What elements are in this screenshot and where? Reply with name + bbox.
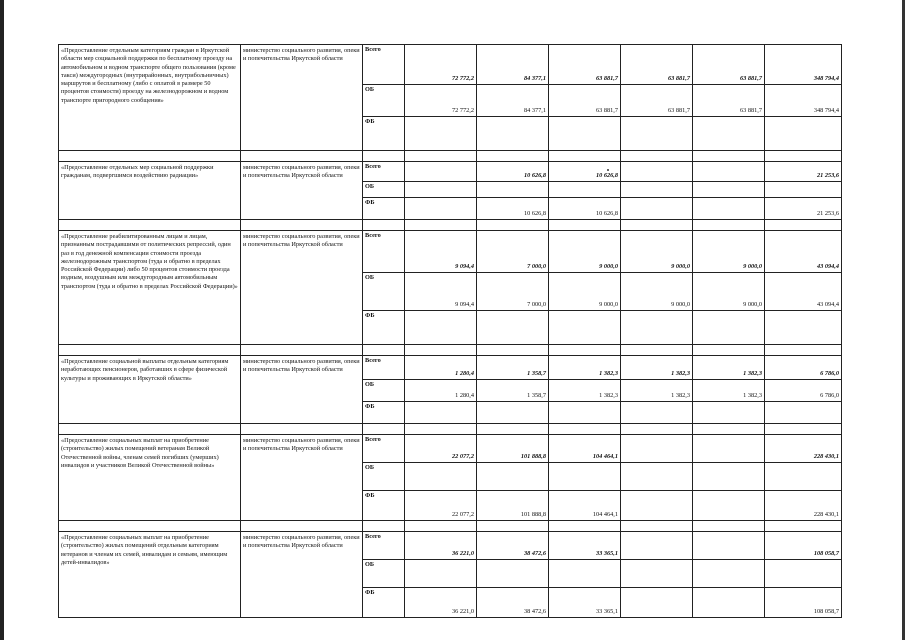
separator-cell xyxy=(59,521,241,532)
amount-cell: 1 382,3 xyxy=(693,380,765,402)
total-amount-cell: 72 772,2 xyxy=(405,45,477,85)
separator-cell xyxy=(765,345,842,356)
separator-cell xyxy=(405,424,477,435)
responsible-executor-cell: министерство социального развития, опеки и попечительства Иркутской области xyxy=(241,356,363,424)
separator-cell xyxy=(405,220,477,231)
amount-cell xyxy=(621,588,693,618)
amount-cell xyxy=(621,198,693,220)
separator-cell xyxy=(405,345,477,356)
separator-cell xyxy=(405,521,477,532)
separator-cell xyxy=(765,220,842,231)
total-amount-cell: 36 221,0 xyxy=(405,532,477,560)
total-amount-cell: 228 430,1 xyxy=(765,435,842,463)
total-amount-cell: 38 472,6 xyxy=(477,532,549,560)
amount-cell: 348 794,4 xyxy=(765,85,842,117)
separator-cell xyxy=(765,424,842,435)
amount-cell xyxy=(477,117,549,151)
amount-cell: 228 430,1 xyxy=(765,491,842,521)
row-separator xyxy=(59,151,842,162)
separator-cell xyxy=(59,151,241,162)
amount-cell xyxy=(621,402,693,424)
table-row xyxy=(59,356,842,380)
funding-source-label: Всего xyxy=(363,231,405,273)
total-amount-cell xyxy=(621,162,693,182)
separator-cell xyxy=(621,220,693,231)
amount-cell: 10 626,8 xyxy=(549,198,621,220)
amount-cell xyxy=(405,311,477,345)
amount-cell xyxy=(621,117,693,151)
separator-cell xyxy=(241,151,363,162)
amount-cell: 63 881,7 xyxy=(621,85,693,117)
row-separator xyxy=(59,220,842,231)
total-amount-cell xyxy=(621,532,693,560)
amount-cell xyxy=(693,491,765,521)
total-amount-cell: 43 094,4 xyxy=(765,231,842,273)
separator-cell xyxy=(549,345,621,356)
amount-cell xyxy=(621,311,693,345)
separator-cell xyxy=(363,521,405,532)
amount-cell xyxy=(405,182,477,198)
total-amount-cell: 6 786,0 xyxy=(765,356,842,380)
total-amount-cell: 22 077,2 xyxy=(405,435,477,463)
separator-cell xyxy=(477,220,549,231)
row-separator xyxy=(59,345,842,356)
total-amount-cell xyxy=(693,162,765,182)
amount-cell: 1 358,7 xyxy=(477,380,549,402)
amount-cell xyxy=(693,182,765,198)
funding-source-label: Всего xyxy=(363,356,405,380)
funding-source-label: ОБ xyxy=(363,380,405,402)
separator-cell xyxy=(363,424,405,435)
amount-cell: 9 000,0 xyxy=(621,273,693,311)
amount-cell xyxy=(693,402,765,424)
amount-cell xyxy=(405,198,477,220)
row-separator xyxy=(59,424,842,435)
amount-cell xyxy=(765,463,842,491)
table-row xyxy=(59,435,842,463)
measure-name-cell: «Предоставление отдельным категориям граждан в Иркутской области мер социальной поддержки по бесплатному проезду на автомобильном и водном транспорте общего пользования (кроме такси) междугородных (внутрирайонных, внутрибольничных) маршрутов и бесплатному (либо с оплатой в размере 50 процентов стоимости) проезду на железнодорожном и водном транспорте пригородного сообщения» xyxy=(59,45,241,151)
amount-cell xyxy=(477,463,549,491)
separator-cell xyxy=(621,521,693,532)
total-amount-cell: 1 358,7 xyxy=(477,356,549,380)
separator-cell xyxy=(621,151,693,162)
separator-cell xyxy=(765,521,842,532)
funding-source-label: ФБ xyxy=(363,402,405,424)
separator-cell xyxy=(765,151,842,162)
amount-cell: 63 881,7 xyxy=(549,85,621,117)
row-separator xyxy=(59,521,842,532)
total-amount-cell: 84 377,1 xyxy=(477,45,549,85)
funding-source-label: Всего xyxy=(363,435,405,463)
amount-cell xyxy=(549,402,621,424)
amount-cell: 38 472,6 xyxy=(477,588,549,618)
funding-source-label: ФБ xyxy=(363,117,405,151)
funding-source-label: ОБ xyxy=(363,273,405,311)
amount-cell xyxy=(765,311,842,345)
amount-cell: 104 464,1 xyxy=(549,491,621,521)
amount-cell xyxy=(477,182,549,198)
amount-cell: 6 786,0 xyxy=(765,380,842,402)
responsible-executor-cell: министерство социального развития, опеки и попечительства Иркутской области xyxy=(241,435,363,521)
funding-source-label: ОБ xyxy=(363,182,405,198)
amount-cell: 108 058,7 xyxy=(765,588,842,618)
total-amount-cell: 9 094,4 xyxy=(405,231,477,273)
table-row xyxy=(59,231,842,273)
funding-source-label: ОБ xyxy=(363,463,405,491)
amount-cell xyxy=(549,117,621,151)
separator-cell xyxy=(549,424,621,435)
amount-cell xyxy=(693,560,765,588)
amount-cell xyxy=(621,491,693,521)
total-amount-cell: 9 000,0 xyxy=(621,231,693,273)
amount-cell: 1 280,4 xyxy=(405,380,477,402)
total-amount-cell: 7 000,0 xyxy=(477,231,549,273)
funding-source-label: ОБ xyxy=(363,560,405,588)
separator-cell xyxy=(549,151,621,162)
budget-table-body xyxy=(59,45,842,618)
separator-cell xyxy=(59,220,241,231)
measure-name-cell: «Предоставление реабилитированным лицам и лицам, признанным пострадавшими от политических репрессий, один раз в год денежной компенсации стоимости проезда железнодорожным транспортом (туда и обратно в пределах Российской Федерации) либо 50 процентов стоимости проезда водным, воздушным или междугородным автомобильным транспортом (туда и обратно в пределах Российской Федерации)» xyxy=(59,231,241,345)
total-amount-cell: 104 464,1 xyxy=(549,435,621,463)
total-amount-cell: 63 881,7 xyxy=(621,45,693,85)
amount-cell xyxy=(477,560,549,588)
total-amount-cell xyxy=(621,435,693,463)
amount-cell: 21 253,6 xyxy=(765,198,842,220)
amount-cell xyxy=(693,117,765,151)
amount-cell xyxy=(549,182,621,198)
separator-cell xyxy=(693,151,765,162)
separator-cell xyxy=(363,151,405,162)
table-row xyxy=(59,162,842,182)
amount-cell: 9 000,0 xyxy=(549,273,621,311)
scan-border-left xyxy=(0,0,4,640)
amount-cell: 22 077,2 xyxy=(405,491,477,521)
responsible-executor-cell: министерство социального развития, опеки и попечительства Иркутской области xyxy=(241,45,363,151)
amount-cell xyxy=(621,560,693,588)
funding-source-label: Всего xyxy=(363,162,405,182)
responsible-executor-cell: министерство социального развития, опеки и попечительства Иркутской области xyxy=(241,231,363,345)
separator-cell xyxy=(549,521,621,532)
measure-name-cell: «Предоставление социальной выплаты отдельным категориям неработающих пенсионеров, работавших в сфере физической культуры и проживающих в Иркутской области» xyxy=(59,356,241,424)
measure-name-cell: «Предоставление отдельных мер социальной поддержки гражданам, подвергшимся воздействию радиации» xyxy=(59,162,241,220)
separator-cell xyxy=(549,220,621,231)
amount-cell xyxy=(405,117,477,151)
amount-cell xyxy=(765,182,842,198)
separator-cell xyxy=(621,424,693,435)
separator-cell xyxy=(477,521,549,532)
total-amount-cell: 63 881,7 xyxy=(549,45,621,85)
amount-cell: 72 772,2 xyxy=(405,85,477,117)
separator-cell xyxy=(241,521,363,532)
amount-cell xyxy=(549,560,621,588)
funding-source-label: ФБ xyxy=(363,588,405,618)
table-row xyxy=(59,45,842,85)
total-amount-cell xyxy=(693,435,765,463)
separator-cell xyxy=(59,424,241,435)
total-amount-cell: 63 881,7 xyxy=(693,45,765,85)
total-amount-cell xyxy=(405,162,477,182)
total-amount-cell: 1 382,3 xyxy=(693,356,765,380)
amount-cell: 36 221,0 xyxy=(405,588,477,618)
total-amount-cell: 9 000,0 xyxy=(693,231,765,273)
total-amount-cell xyxy=(693,532,765,560)
amount-cell: 7 000,0 xyxy=(477,273,549,311)
amount-cell: 43 094,4 xyxy=(765,273,842,311)
responsible-executor-cell: министерство социального развития, опеки и попечительства Иркутской области xyxy=(241,532,363,618)
amount-cell xyxy=(765,560,842,588)
amount-cell: 10 626,8 xyxy=(477,198,549,220)
amount-cell xyxy=(477,402,549,424)
total-amount-cell: 9 000,0 xyxy=(549,231,621,273)
amount-cell: 63 881,7 xyxy=(693,85,765,117)
separator-cell xyxy=(693,345,765,356)
amount-cell xyxy=(405,402,477,424)
separator-cell xyxy=(693,521,765,532)
funding-source-label: Всего xyxy=(363,532,405,560)
amount-cell: 1 382,3 xyxy=(621,380,693,402)
total-amount-cell: 101 888,8 xyxy=(477,435,549,463)
responsible-executor-cell: министерство социального развития, опеки и попечительства Иркутской области xyxy=(241,162,363,220)
total-amount-cell: 21 253,6 xyxy=(765,162,842,182)
amount-cell xyxy=(693,463,765,491)
total-amount-cell: 1 280,4 xyxy=(405,356,477,380)
amount-cell: 9 000,0 xyxy=(693,273,765,311)
separator-cell xyxy=(241,424,363,435)
amount-cell xyxy=(693,311,765,345)
amount-cell xyxy=(621,463,693,491)
separator-cell xyxy=(477,345,549,356)
amount-cell xyxy=(693,198,765,220)
amount-cell: 9 094,4 xyxy=(405,273,477,311)
separator-cell xyxy=(693,424,765,435)
separator-cell xyxy=(477,424,549,435)
separator-cell xyxy=(59,345,241,356)
separator-cell xyxy=(241,345,363,356)
separator-cell xyxy=(363,220,405,231)
funding-source-label: ФБ xyxy=(363,311,405,345)
funding-source-label: ФБ xyxy=(363,491,405,521)
total-amount-cell: 348 794,4 xyxy=(765,45,842,85)
amount-cell: 33 365,1 xyxy=(549,588,621,618)
amount-cell: 84 377,1 xyxy=(477,85,549,117)
table-row xyxy=(59,532,842,560)
separator-cell xyxy=(363,345,405,356)
measure-name-cell: «Предоставление социальных выплат на приобретение (строительство) жилых помещений отдельным категориям ветеранов и членам их семей, инвалидам и семьям, имеющим детей-инвалидов» xyxy=(59,532,241,618)
funding-source-label: ФБ xyxy=(363,198,405,220)
amount-cell: 101 888,8 xyxy=(477,491,549,521)
budget-table xyxy=(58,44,842,618)
total-amount-cell: 10 626,8 xyxy=(549,162,621,182)
amount-cell xyxy=(621,182,693,198)
amount-cell xyxy=(549,463,621,491)
separator-cell xyxy=(621,345,693,356)
total-amount-cell: 1 382,3 xyxy=(621,356,693,380)
funding-source-label: ОБ xyxy=(363,85,405,117)
amount-cell xyxy=(765,402,842,424)
amount-cell xyxy=(405,560,477,588)
separator-cell xyxy=(241,220,363,231)
separator-cell xyxy=(405,151,477,162)
total-amount-cell: 10 626,8 xyxy=(477,162,549,182)
total-amount-cell: 108 058,7 xyxy=(765,532,842,560)
amount-cell xyxy=(405,463,477,491)
funding-source-label: Всего xyxy=(363,45,405,85)
total-amount-cell: 33 365,1 xyxy=(549,532,621,560)
amount-cell xyxy=(693,588,765,618)
amount-cell: 1 382,3 xyxy=(549,380,621,402)
separator-cell xyxy=(693,220,765,231)
measure-name-cell: «Предоставление социальных выплат на приобретение (строительство) жилых помещений ветеранам Великой Отечественной войны, членам семей погибших (умерших) инвалидов и участников Великой Отечественной войны» xyxy=(59,435,241,521)
amount-cell xyxy=(477,311,549,345)
separator-cell xyxy=(477,151,549,162)
amount-cell xyxy=(765,117,842,151)
amount-cell xyxy=(549,311,621,345)
total-amount-cell: 1 382,3 xyxy=(549,356,621,380)
